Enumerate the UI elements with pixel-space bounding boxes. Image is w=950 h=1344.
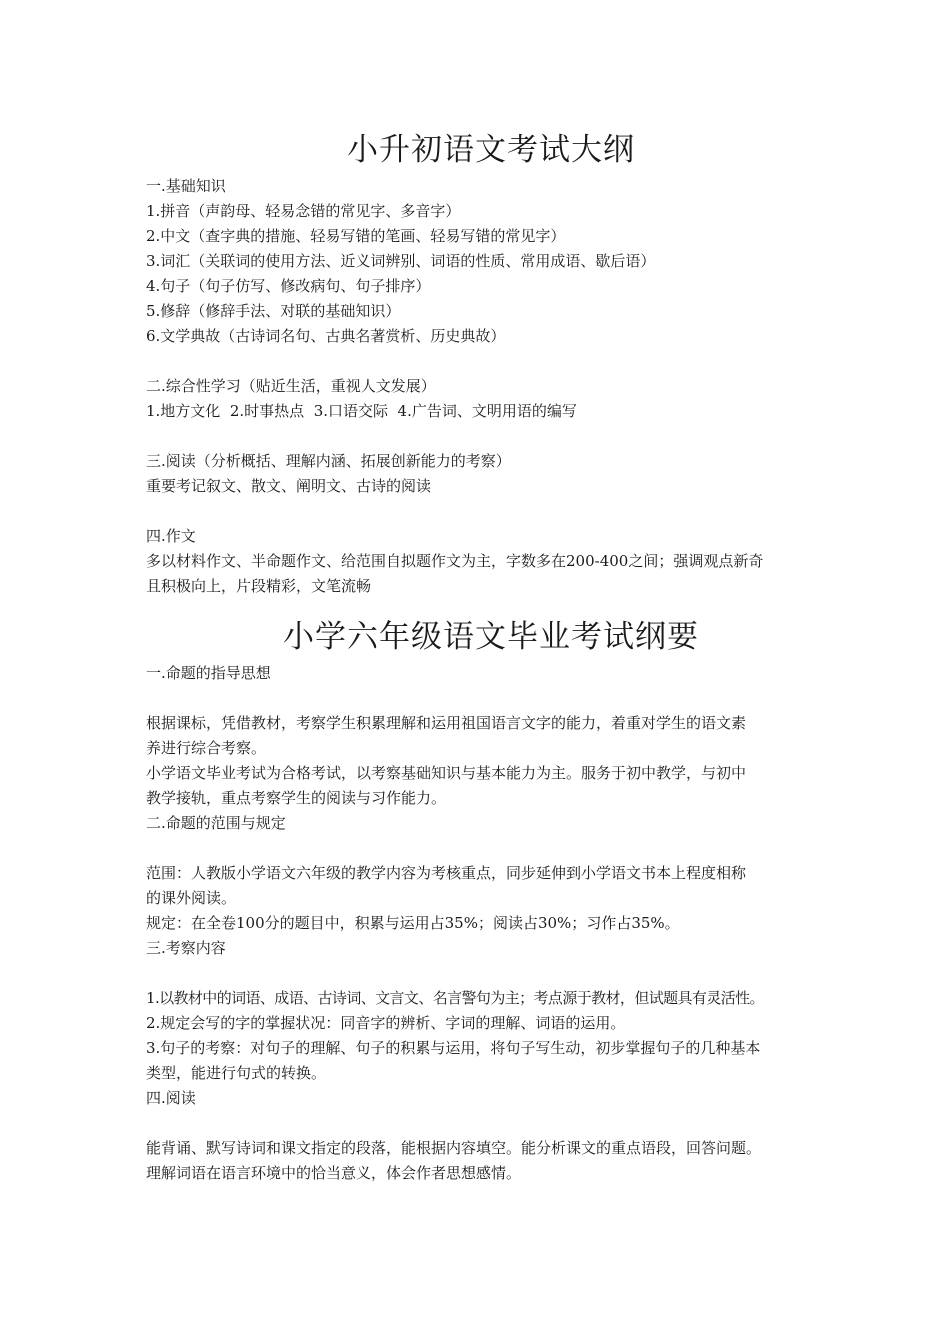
doc1-s4-heading: 四.作文	[146, 527, 196, 545]
doc1-s1-item: 5.修辞（修辞手法、对联的基础知识）	[146, 302, 401, 320]
doc2-s1-paragraph: 养进行综合考察。	[146, 739, 267, 757]
spacer	[146, 1111, 836, 1136]
doc2-s1-heading: 一.命题的指导思想	[146, 664, 271, 682]
doc1-s1-heading: 一.基础知识	[146, 177, 226, 195]
doc1-s2-body: 1.地方文化 2.时事热点 3.口语交际 4.广告词、文明用语的编写	[146, 402, 577, 420]
doc1-s3-heading: 三.阅读（分析概括、理解内涵、拓展创新能力的考察）	[146, 452, 511, 470]
doc2-s3-item: 2.规定会写的字的掌握状况：同音字的辨析、字词的理解、词语的运用。	[146, 1014, 626, 1032]
doc1-section-writing	[146, 524, 836, 599]
doc2-s3-item: 1.以教材中的词语、成语、古诗词、文言文、名言警句为主；考点源于教材，但试题具有灵活性。	[146, 989, 764, 1007]
doc1-title: 小升初语文考试大纲	[347, 132, 635, 168]
doc1-section-basics	[146, 174, 836, 349]
doc2-s1-paragraph: 根据课标，凭借教材，考察学生积累理解和运用祖国语言文字的能力，着重对学生的语文素	[146, 714, 747, 732]
spacer	[146, 836, 836, 861]
doc1-s1-item: 1.拼音（声韵母、轻易念错的常见字、多音字）	[146, 202, 461, 220]
doc1-s1-item: 3.词汇（关联词的使用方法、近义词辨别、词语的性质、常用成语、歇后语）	[146, 252, 656, 270]
doc2-s3-heading: 三.考察内容	[146, 939, 226, 957]
spacer	[146, 499, 836, 524]
doc2-s2-paragraph: 范围：人教版小学语文六年级的教学内容为考核重点，同步延伸到小学语文书本上程度相称	[146, 864, 747, 882]
doc2-section-guidance	[146, 661, 836, 811]
spacer	[146, 424, 836, 449]
spacer	[146, 961, 836, 986]
doc2-s1-paragraph: 教学接轨，重点考察学生的阅读与习作能力。	[146, 789, 447, 807]
doc2-s3-item: 类型，能进行句式的转换。	[146, 1064, 327, 1082]
doc1-s1-item: 2.中文（查字典的措施、轻易写错的笔画、轻易写错的常见字）	[146, 227, 566, 245]
doc1-s4-body: 多以材料作文、半命题作文、给范围自拟题作文为主，字数多在200-400之间；强调观点新奇	[146, 552, 764, 570]
doc1-s1-item: 4.句子（句子仿写、修改病句、句子排序）	[146, 277, 431, 295]
doc2-s4-paragraph: 理解词语在语言环境中的恰当意义，体会作者思想感情。	[146, 1164, 522, 1182]
doc2-title: 小学六年级语文毕业考试纲要	[283, 619, 699, 655]
doc1-section-reading	[146, 449, 836, 499]
doc1-s4-body: 且积极向上，片段精彩，文笔流畅	[146, 577, 372, 595]
doc2-s1-paragraph: 小学语文毕业考试为合格考试，以考察基础知识与基本能力为主。服务于初中教学，与初中	[146, 764, 747, 782]
doc2-section-reading	[146, 1086, 836, 1186]
doc2-s4-heading: 四.阅读	[146, 1089, 196, 1107]
doc2-s2-paragraph: 的课外阅读。	[146, 889, 237, 907]
document-page	[146, 128, 836, 1186]
doc2-section-scope	[146, 811, 836, 936]
doc1-s2-heading: 二.综合性学习（贴近生活，重视人文发展）	[146, 377, 436, 395]
doc2-s2-paragraph: 规定：在全卷100分的题目中，积累与运用占35%；阅读占30%；习作占35%。	[146, 914, 680, 932]
spacer	[146, 349, 836, 374]
doc2-s4-paragraph: 能背诵、默写诗词和课文指定的段落，能根据内容填空。能分析课文的重点语段，回答问题。	[146, 1139, 762, 1157]
spacer	[146, 686, 836, 711]
doc2-s3-item: 3.句子的考察：对句子的理解、句子的积累与运用，将句子写生动，初步掌握句子的几种基本	[146, 1039, 761, 1057]
doc1-s1-item: 6.文学典故（古诗词名句、古典名著赏析、历史典故）	[146, 327, 506, 345]
doc1-section-integrated	[146, 374, 836, 424]
doc1-s3-body: 重要考记叙文、散文、阐明文、古诗的阅读	[146, 477, 432, 495]
doc2-section-content	[146, 936, 836, 1086]
doc2-s2-heading: 二.命题的范围与规定	[146, 814, 286, 832]
